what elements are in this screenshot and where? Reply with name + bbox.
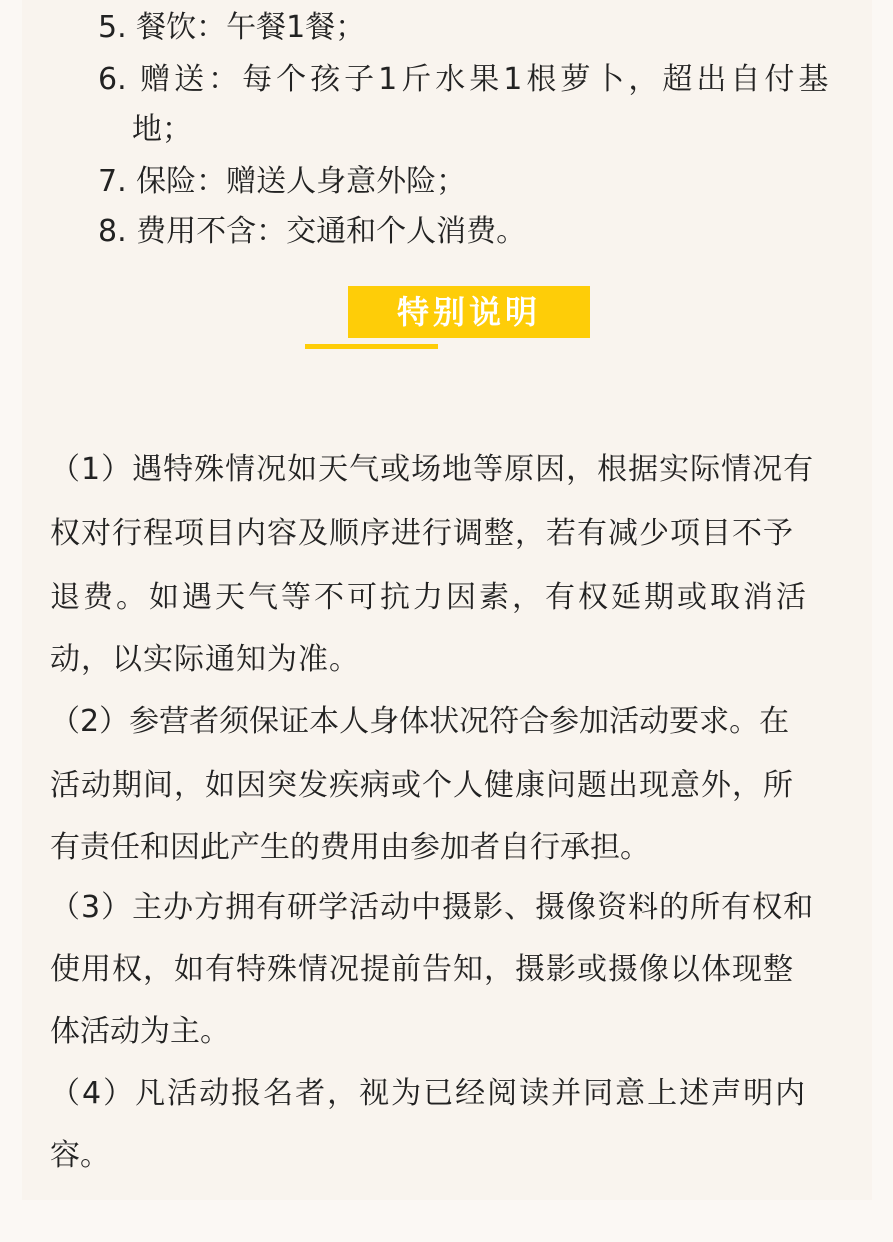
paragraph-line: （1）遇特殊情况如天气或场地等原因，根据实际情况有 [50, 452, 815, 487]
list-number: 7. [98, 164, 127, 199]
list-number: 6. [98, 62, 127, 97]
list-item [98, 56, 832, 104]
list-item [98, 4, 365, 52]
paragraph-line: 有责任和因此产生的费用由参加者自行承担。 [50, 830, 650, 865]
list-number: 5. [98, 10, 127, 45]
list-number: 8. [98, 214, 127, 249]
paragraph-line: 容。 [50, 1138, 110, 1173]
list-text: 赠送：每个孩子1斤水果1根萝卜，超出自付基 [140, 62, 833, 97]
paragraph-line: （2）参营者须保证本人身体状况符合参加活动要求。在 [50, 704, 790, 739]
list-item-continuation: 地； [132, 112, 192, 147]
section-underline [305, 344, 438, 349]
section-title: 特别说明 [396, 293, 541, 331]
paragraph-line: 权对行程项目内容及顺序进行调整，若有减少项目不予 [50, 516, 794, 551]
list-item [98, 208, 526, 256]
list-text: 餐饮：午餐1餐； [136, 10, 366, 45]
paragraph-line: 动，以实际通知为准。 [50, 642, 360, 677]
list-item [98, 158, 466, 206]
paragraph-line: 退费。如遇天气等不可抗力因素，有权延期或取消活 [50, 580, 809, 615]
paragraph-line: 活动期间，如因突发疾病或个人健康问题出现意外，所 [50, 768, 794, 803]
paragraph-line: （3）主办方拥有研学活动中摄影、摄像资料的所有权和 [50, 890, 815, 925]
paragraph-line: 使用权，如有特殊情况提前告知，摄影或摄像以体现整 [50, 952, 794, 987]
paragraph-line: 体活动为主。 [50, 1014, 230, 1049]
paragraph-line: （4）凡活动报名者，视为已经阅读并同意上述声明内 [50, 1076, 808, 1111]
list-text: 费用不含：交通和个人消费。 [136, 214, 527, 249]
list-text: 保险：赠送人身意外险； [136, 164, 467, 199]
